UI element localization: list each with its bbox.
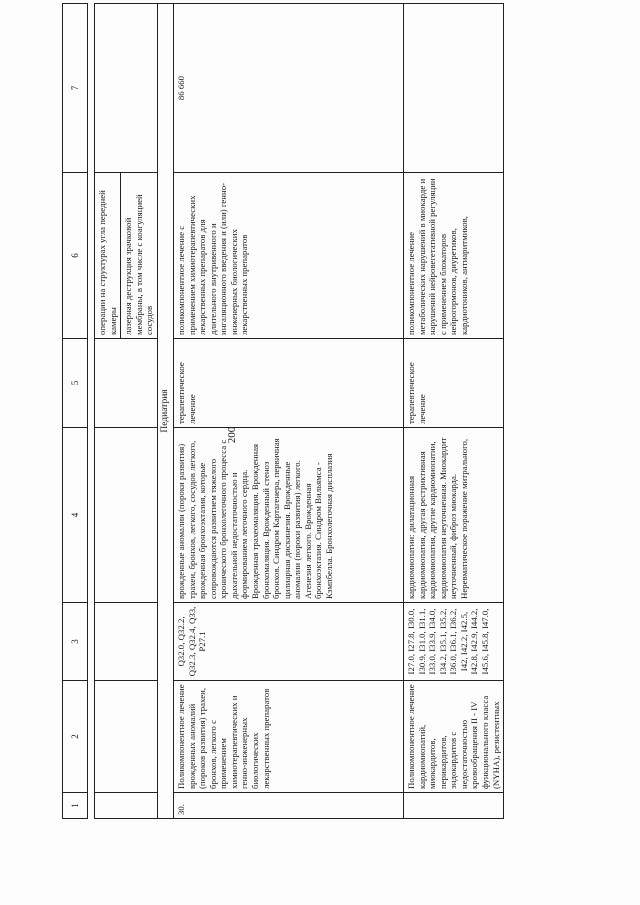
header-col-5: 5 <box>63 339 88 428</box>
table-row <box>404 4 504 819</box>
table-row <box>95 4 158 819</box>
table-row <box>174 4 404 819</box>
treatment-type: терапевтическое лечение <box>174 339 404 428</box>
diagnosis-description: кардиомиопатии: дилатационная кардиомиопатия, другая рестриктивная кардиомиопатия, другие кардиомиопатии, кардиомиопатия неуточненная. Миокардит неуточненный, фиброз миокарда. Неревматическое поражение митрального, <box>404 428 504 603</box>
care-type-name: Поликомпонентное лечение кардиомиопатий, миокардитов, перикардитов, эндокардитов с недостаточностью кровообращения II - IV функционального класса (NYHA), резистентных <box>404 681 504 793</box>
cost-value <box>404 4 504 173</box>
header-col-6: 6 <box>63 173 88 339</box>
header-col-4: 4 <box>63 428 88 603</box>
medical-care-table <box>62 3 504 819</box>
rotated-page-content <box>62 4 501 819</box>
row-number: 30. <box>174 793 404 819</box>
treatment-method: поликомпонентное лечение метаболических нарушений в миокарде и нарушений нейровегетативной регуляции с применением блокаторов нейрогормонов, диуретиков, кардиотоников, антиаритмиков, <box>404 173 504 339</box>
icd-codes: I27.0, I27.8, I30.0, I30.9, I31.0, I31.1, I33.0, I33.9, I34.0, I34.2, I35.1, I35.2, I36.0, I36.1, I36.2, I42, I42.2, I42.5, I42.8, I42.9, I44.2, I45.6, I45.8, I47.0, <box>404 603 504 681</box>
header-col-2: 2 <box>63 681 88 793</box>
section-title: Педиатрия <box>157 4 173 819</box>
header-col-3: 3 <box>63 603 88 681</box>
table-header-row <box>63 4 88 819</box>
diagnosis-description: врожденные аномалии (пороки развития) трахеи, бронхов, легкого, сосудов легкого, врожденная бронхоэктазия, которые сопровождаются развитием тяжелого хронического бронхолегочного процесса с дыхательной недостаточностью и формированием легочного сердца. Врожденная трахеомаляция. Врожденная бронхомаляция. Врожденный стеноз бронхов. Синдром Картагенера, первичная цилиарная дискинезия. Врожденные аномалии (пороки развития) легкого. Агенезия легкого. Врожденная бронхоэктазия. Синдром Вильямса - Кэмпбелла. Бронхолегочная дисплазия <box>174 428 404 603</box>
care-type-name: Поликомпонентное лечение врожденных аномалий (пороков развития) трахеи, бронхов, легкого с применением химиотерапевтических и генно-инженерных биологических лекарственных препаратов <box>174 681 404 793</box>
icd-codes: Q32.0, Q32.2, Q32.3, Q32.4, Q33, P27.1 <box>174 603 404 681</box>
treatment-method: поликомпонентное лечение с применением химиотерапевтических лекарственных препаратов для длительного внутривенного и ингаляционного введения и (или) генно-инженерных биологических лекарственных препаратов <box>174 173 404 339</box>
treatment-type: терапевтическое лечение <box>404 339 504 428</box>
page-number: 200 <box>226 426 238 444</box>
section-row <box>157 4 173 819</box>
cost-value: 86 660 <box>174 4 404 173</box>
header-col-1: 1 <box>63 793 88 819</box>
treatment-method-cell: лазерная деструкция зрачковой мембраны, в том числе с коагуляцией сосудов <box>120 173 157 338</box>
treatment-method-cell: операции на структурах угла передней камеры <box>97 190 118 335</box>
header-col-7: 7 <box>63 4 88 173</box>
